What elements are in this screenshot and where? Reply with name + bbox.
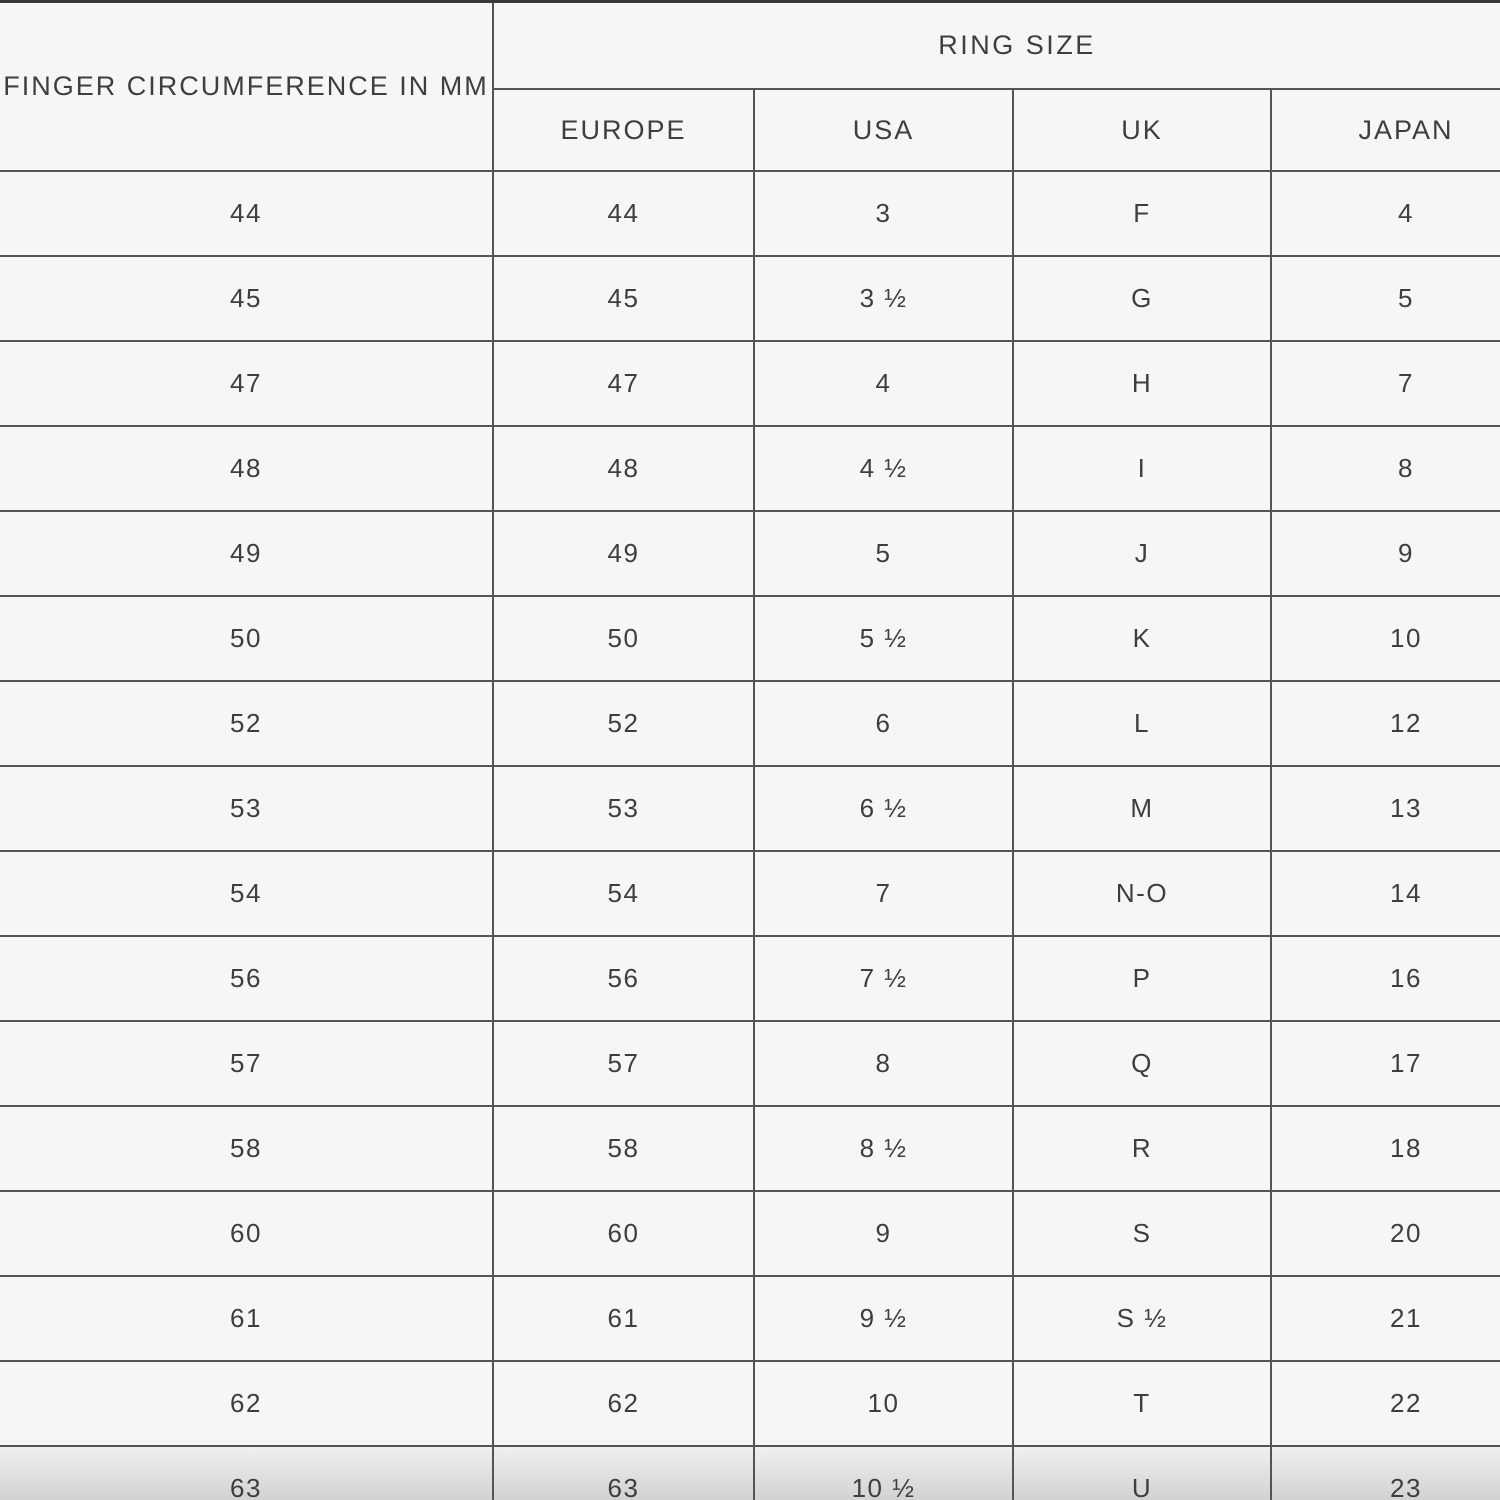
table-cell: 6 ½: [753, 765, 1012, 850]
table-cell: 4: [753, 340, 1012, 425]
finger-circumference-header: FINGER CIRCUMFERENCE IN MM: [0, 3, 494, 170]
table-cell: 18: [1270, 1105, 1500, 1190]
table-cell: 12: [1270, 680, 1500, 765]
table-cell: 7 ½: [753, 935, 1012, 1020]
table-cell: 14: [1270, 850, 1500, 935]
table-cell: 50: [0, 595, 494, 680]
table-cell: U: [1012, 1445, 1270, 1500]
table-cell: 17: [1270, 1020, 1500, 1105]
table-cell: 45: [0, 255, 494, 340]
table-cell: F: [1012, 170, 1270, 255]
table-cell: G: [1012, 255, 1270, 340]
table-cell: 57: [0, 1020, 494, 1105]
table-cell: 63: [0, 1445, 494, 1500]
table-cell: 49: [494, 510, 753, 595]
subheader-uk: UK: [1012, 88, 1270, 170]
table-cell: 3 ½: [753, 255, 1012, 340]
table-cell: 4 ½: [753, 425, 1012, 510]
table-cell: T: [1012, 1360, 1270, 1445]
table-cell: 8: [1270, 425, 1500, 510]
table-cell: I: [1012, 425, 1270, 510]
table-cell: J: [1012, 510, 1270, 595]
table-cell: 9: [1270, 510, 1500, 595]
table-cell: 47: [494, 340, 753, 425]
table-cell: P: [1012, 935, 1270, 1020]
table-cell: S: [1012, 1190, 1270, 1275]
table-cell: 58: [494, 1105, 753, 1190]
table-cell: 6: [753, 680, 1012, 765]
table-cell: Q: [1012, 1020, 1270, 1105]
table-cell: 52: [494, 680, 753, 765]
table-cell: 62: [0, 1360, 494, 1445]
table-cell: 20: [1270, 1190, 1500, 1275]
table-cell: 53: [0, 765, 494, 850]
table-cell: 52: [0, 680, 494, 765]
table-cell: L: [1012, 680, 1270, 765]
table-cell: 8 ½: [753, 1105, 1012, 1190]
table-cell: 54: [494, 850, 753, 935]
table-cell: 13: [1270, 765, 1500, 850]
ring-size-group-header: RING SIZE: [938, 30, 1096, 60]
table-cell: 23: [1270, 1445, 1500, 1500]
table-cell: 44: [494, 170, 753, 255]
table-cell: 10: [1270, 595, 1500, 680]
table-cell: 61: [0, 1275, 494, 1360]
table-cell: R: [1012, 1105, 1270, 1190]
table-cell: 7: [1270, 340, 1500, 425]
table-cell: 57: [494, 1020, 753, 1105]
table-cell: M: [1012, 765, 1270, 850]
table-cell: 62: [494, 1360, 753, 1445]
table-cell: 56: [494, 935, 753, 1020]
table-cell: 44: [0, 170, 494, 255]
table-cell: 54: [0, 850, 494, 935]
table-cell: 10 ½: [753, 1445, 1012, 1500]
table-cell: 22: [1270, 1360, 1500, 1445]
table-cell: 47: [0, 340, 494, 425]
table-cell: 56: [0, 935, 494, 1020]
table-cell: 9 ½: [753, 1275, 1012, 1360]
table-cell: S ½: [1012, 1275, 1270, 1360]
table-cell: 21: [1270, 1275, 1500, 1360]
table-cell: 48: [0, 425, 494, 510]
table-cell: 53: [494, 765, 753, 850]
table-cell: 5: [1270, 255, 1500, 340]
table-cell: N-O: [1012, 850, 1270, 935]
table-cell: 58: [0, 1105, 494, 1190]
table-cell: 48: [494, 425, 753, 510]
table-cell: 63: [494, 1445, 753, 1500]
table-cell: 60: [494, 1190, 753, 1275]
table-cell: H: [1012, 340, 1270, 425]
table-cell: 5: [753, 510, 1012, 595]
table-cell: 9: [753, 1190, 1012, 1275]
subheader-japan: JAPAN: [1270, 88, 1500, 170]
subheader-usa: USA: [753, 88, 1012, 170]
table-cell: 50: [494, 595, 753, 680]
table-cell: 5 ½: [753, 595, 1012, 680]
table-cell: 7: [753, 850, 1012, 935]
table-cell: 61: [494, 1275, 753, 1360]
table-cell: 8: [753, 1020, 1012, 1105]
table-cell: 3: [753, 170, 1012, 255]
table-cell: 4: [1270, 170, 1500, 255]
table-cell: 10: [753, 1360, 1012, 1445]
subheader-europe: EUROPE: [494, 88, 753, 170]
table-cell: 49: [0, 510, 494, 595]
table-cell: 45: [494, 255, 753, 340]
table-cell: K: [1012, 595, 1270, 680]
table-cell: 60: [0, 1190, 494, 1275]
table-cell: 16: [1270, 935, 1500, 1020]
